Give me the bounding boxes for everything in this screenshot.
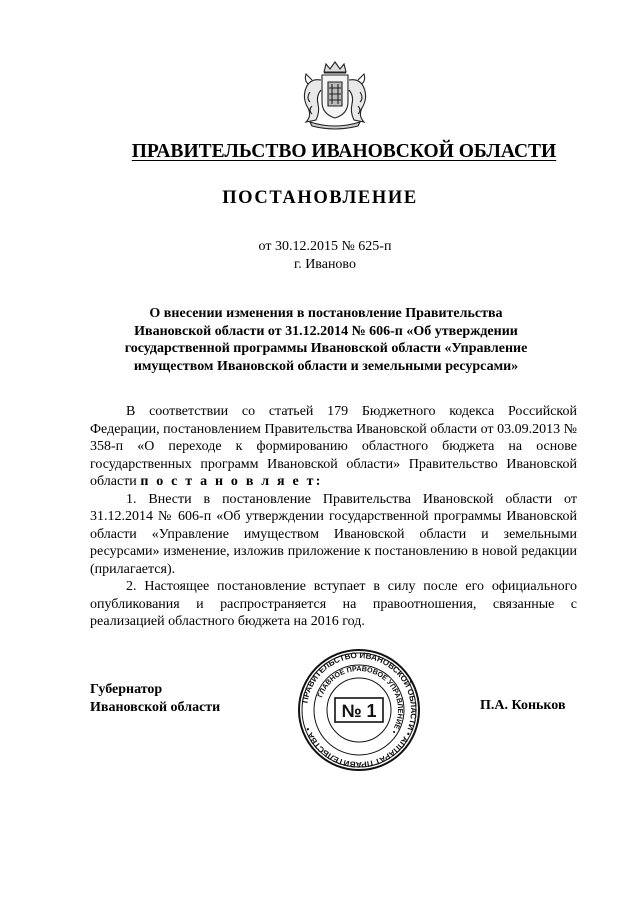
title-line: государственной программы Ивановской области «Управление [124,341,528,356]
date-number: от 30.12.2015 № 625-п [258,239,392,254]
position-line: Ивановской области [90,699,221,715]
document-title [96,305,556,375]
preamble-paragraph [90,403,577,491]
city: г. Иваново [294,257,356,272]
title-line: Ивановской области от 31.12.2014 № 606-п «Об утверждении [134,323,518,339]
seal-inner-text: ГЛАВНОЕ ПРАВОВОЕ УПРАВЛЕНИЕ • [315,663,406,736]
preamble-text: В соответствии со статьей 179 Бюджетного кодекса Российской Федерации, постановлением Правительства Ивановской области от 03.09.2013 № 358-п «О переходе к формированию областного бюджета на основе государственных программ Ивановской области» Правительство Ивановской области [90,404,577,489]
document-type: ПОСТАНОВЛЕНИЕ [222,188,418,208]
signatory-name: П.А. Коньков [480,698,566,713]
seal-number: № 1 [341,701,377,721]
item-2: 2. Настоящее постановление вступает в силу после его официального опубликования и распространяется на правоотношения, связанные с реализацией областного бюджета на 2016 год. [90,579,577,629]
document-body [90,403,577,631]
decree-word: п о с т а н о в л я е т: [140,474,323,489]
title-line: имуществом Ивановской области и земельными ресурсами» [133,358,519,374]
signatory-position [90,681,220,716]
title-line: О внесении изменения в постановление Правительства [149,306,503,321]
seal-outer-text: ПРАВИТЕЛЬСТВО ИВАНОВСКОЙ ОБЛАСТИ • АППАРАТ ПРАВИТЕЛЬСТВА • [300,650,419,770]
coat-of-arms-emblem [296,58,374,130]
date-number-block [180,238,470,274]
official-seal [297,648,421,772]
item-1: 1. Внести в постановление Правительства Ивановской области от 31.12.2014 № 606-п «Об утверждении государственной программы Ивановской области «Управление имуществом Ивановской области и земельными ресурсами» изменение, изложив приложение к постановлению в новой редакции (прилагается). [90,491,577,577]
position-line: Губернатор [90,682,163,697]
organization-name: ПРАВИТЕЛЬСТВО ИВАНОВСКОЙ ОБЛАСТИ [131,141,557,162]
